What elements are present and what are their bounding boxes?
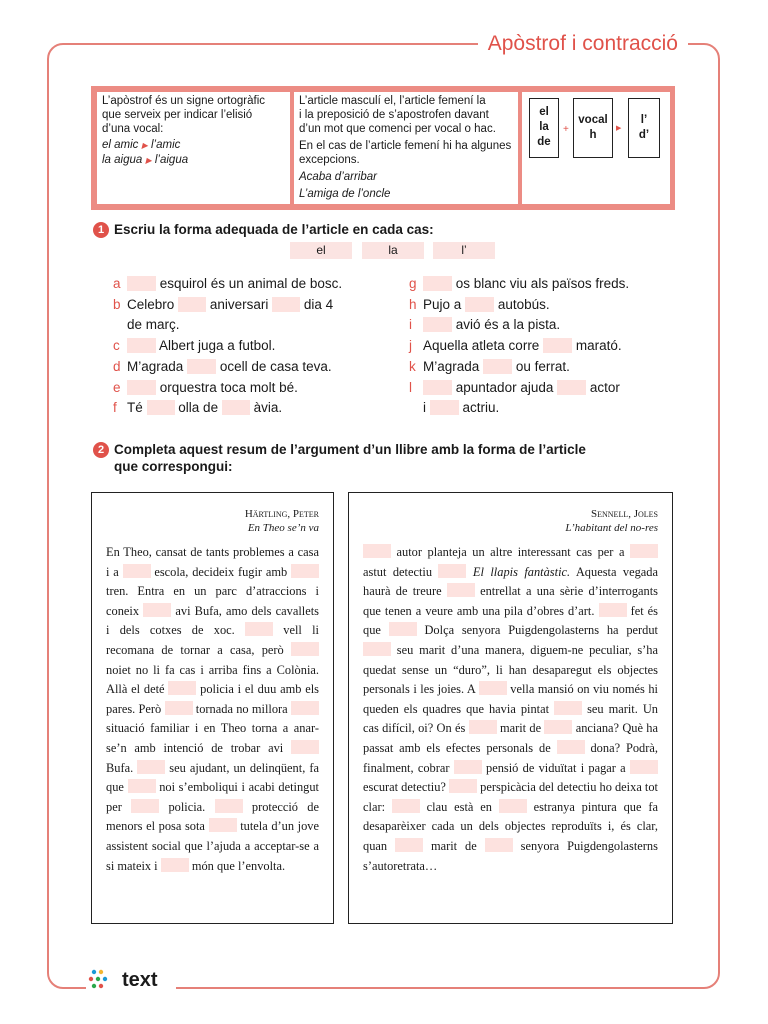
- blank-input[interactable]: [430, 400, 459, 415]
- blank-input[interactable]: [454, 760, 482, 774]
- book-text: autor planteja un altre interessant cas per a astut detectiu El llapis fantàstic. Aquesta vegada haurà de treure entrellat a una sèrie d’interrogants que tenen a veure amb una pila d’obres d’art. fet és que Dolça senyora Puigdengolasterns ha perdut seu marit d’una manera, diguem-ne peculiar, s’ha quedat sense un “duro”, li han desaparegut els objectes personals i les joies. A vella mansió on viu només hi queden els quadres que havia pintat seu marit. Un cas difícil, oi? On és marit de anciana? Què ha passat amb els efectes personals de dona? Podrà, finalment, cobrar pensió de viduïtat i pagar a escurat detectiu? perspicàcia del detectiu ho deixa tot clar: clau està en estranya pintura que fa desaparèixer cada un dels objectes reproduïts i, és clar, quan marit de senyora Puigdengolasterns s’autoretrata…: [363, 545, 658, 873]
- blank-input[interactable]: [291, 564, 319, 578]
- diagram-box-vowel: vocal h: [573, 98, 613, 158]
- question-number-2: 2: [93, 442, 109, 458]
- exercise-item-b-cont: de març.: [127, 317, 180, 333]
- blank-input[interactable]: [499, 799, 527, 813]
- info-rule: [294, 92, 518, 204]
- blank-input[interactable]: [209, 818, 237, 832]
- blank-input[interactable]: [127, 380, 156, 395]
- question-number-1: 1: [93, 222, 109, 238]
- blank-input[interactable]: [215, 799, 243, 813]
- diagram-plus: +: [563, 124, 569, 135]
- blank-input[interactable]: [554, 701, 582, 715]
- blank-input[interactable]: [447, 583, 475, 597]
- blank-input[interactable]: [423, 317, 452, 332]
- blank-input[interactable]: [147, 400, 175, 415]
- book-title: En Theo se’n va: [247, 522, 319, 534]
- info-example: el amic ▶ l’amic: [102, 139, 181, 151]
- exercise-item-k: k M’agrada ou ferrat.: [409, 358, 570, 374]
- info-line: L’article masculí el, l’article femení la: [299, 95, 486, 107]
- page-title: Apòstrof i contracció: [478, 30, 688, 58]
- blank-input[interactable]: [469, 720, 497, 734]
- logo-text: text: [122, 969, 158, 991]
- blank-input[interactable]: [245, 622, 273, 636]
- option-l-apostrophe: l’: [433, 242, 495, 259]
- arrow-right-icon: ▶: [616, 125, 622, 132]
- book-author: Sennell, Joles: [591, 508, 658, 520]
- exercise-item-b: b Celebro aniversari dia 4: [113, 296, 334, 312]
- blank-input[interactable]: [630, 544, 658, 558]
- exercise-item-d: d M’agrada ocell de casa teva.: [113, 358, 332, 374]
- blank-input[interactable]: [291, 642, 319, 656]
- exercise-item-a: a esquirol és un animal de bosc.: [113, 276, 343, 291]
- blank-input[interactable]: [363, 642, 391, 656]
- blank-input[interactable]: [168, 681, 196, 695]
- question-2-text: Completa aquest resum de l’argument d’un llibre amb la forma de l’article que correspongui:: [114, 442, 586, 474]
- blank-input[interactable]: [222, 400, 250, 415]
- info-line: excepcions.: [299, 154, 360, 166]
- blank-input[interactable]: [127, 338, 156, 353]
- book-title: L’habitant del no-res: [565, 522, 658, 534]
- blank-input[interactable]: [389, 622, 417, 636]
- blank-input[interactable]: [630, 760, 658, 774]
- info-apostrophe-definition: [97, 92, 290, 204]
- info-line: d’una vocal:: [102, 123, 164, 135]
- option-el: el: [290, 242, 352, 259]
- blank-input[interactable]: [544, 720, 572, 734]
- diagram-box-articles: el la de: [529, 98, 559, 158]
- blank-input[interactable]: [363, 544, 391, 558]
- blank-input[interactable]: [123, 564, 151, 578]
- diagram-box-result: l’ d’: [628, 98, 660, 158]
- blank-input[interactable]: [161, 858, 189, 872]
- blank-input[interactable]: [187, 359, 216, 374]
- blank-input[interactable]: [143, 603, 171, 617]
- exercise-item-f: f Té olla de àvia.: [113, 400, 283, 416]
- info-example: Acaba d’arribar: [299, 171, 377, 183]
- exercise-right: [409, 274, 629, 419]
- exercise-item-j: j Aquella atleta corre marató.: [409, 338, 622, 354]
- info-line: L’apòstrof és un signe ortogràfic: [102, 95, 266, 107]
- blank-input[interactable]: [128, 779, 156, 793]
- dots-icon: [86, 967, 116, 993]
- info-line: d’un mot que comenci per vocal o hac.: [299, 123, 496, 135]
- blank-input[interactable]: [423, 380, 452, 395]
- info-example: la aigua ▶ l’aigua: [102, 154, 189, 166]
- exercise-item-g: g os blanc viu als països freds.: [409, 276, 630, 291]
- blank-input[interactable]: [557, 740, 585, 754]
- exercise-item-l-cont: i actriu.: [423, 400, 500, 416]
- blank-input[interactable]: [543, 338, 572, 353]
- blank-input[interactable]: [291, 740, 319, 754]
- blank-input[interactable]: [423, 276, 452, 291]
- book-text: En Theo, cansat de tants problemes a casa i a escola, decideix fugir amb tren. Entra en un parc d’atraccions i coneix avi Bufa, amo dels cavallets i dels cotxes de xoc. vell li recomana de tornar a casa, però noiet no li fa cas i arriba fins a Colònia. Allà el deté policia i el duu amb els pares. Però tornada no millora situació familiar i en Theo torna a anar-se’n amb intenció de trobar avi Bufa. seu ajudant, un delinqüent, fa que noi s’emboliqui i acabi detingut per policia. protecció de menors el posa sota tutela d’un jove assistent social que l’ajuda a acceptar-se a si mateix i món que l’envolta.: [106, 545, 319, 873]
- blank-input[interactable]: [395, 838, 423, 852]
- blank-input[interactable]: [137, 760, 165, 774]
- blank-input[interactable]: [131, 799, 159, 813]
- blank-input[interactable]: [485, 838, 513, 852]
- exercise-item-c: c Albert juga a futbol.: [113, 338, 276, 354]
- exercise-item-l: l apuntador ajuda actor: [409, 379, 620, 395]
- info-line: que serveix per indicar l’elisió: [102, 109, 253, 121]
- info-line: i la preposició de s’apostrofen davant: [299, 109, 489, 121]
- blank-input[interactable]: [483, 359, 512, 374]
- book-author: Härtling, Peter: [244, 508, 319, 520]
- blank-input[interactable]: [557, 380, 586, 395]
- blank-input[interactable]: [449, 779, 477, 793]
- blank-input[interactable]: [178, 297, 206, 312]
- blank-input[interactable]: [127, 276, 156, 291]
- blank-input[interactable]: [599, 603, 627, 617]
- blank-input[interactable]: [291, 701, 319, 715]
- option-la: la: [362, 242, 424, 259]
- exercise-item-e: e orquestra toca molt bé.: [113, 379, 298, 395]
- question-1-text: Escriu la forma adequada de l’article en cada cas:: [114, 222, 434, 237]
- blank-input[interactable]: [438, 564, 466, 578]
- blank-input[interactable]: [165, 701, 193, 715]
- publisher-logo: [86, 967, 176, 993]
- book-summary-2: [348, 492, 673, 924]
- info-line: En el cas de l’article femení hi ha algunes: [299, 140, 512, 152]
- book-summary-1: [91, 492, 334, 924]
- blank-input[interactable]: [479, 681, 507, 695]
- blank-input[interactable]: [392, 799, 420, 813]
- exercise-item-i: i avió és a la pista.: [409, 317, 561, 333]
- book-heading: [92, 507, 319, 535]
- blank-input[interactable]: [272, 297, 300, 312]
- exercise-item-h: h Pujo a autobús.: [409, 296, 550, 312]
- book-heading: [349, 507, 658, 535]
- info-example: L’amiga de l’oncle: [299, 188, 391, 200]
- exercise-left: [113, 274, 342, 419]
- blank-input[interactable]: [465, 297, 494, 312]
